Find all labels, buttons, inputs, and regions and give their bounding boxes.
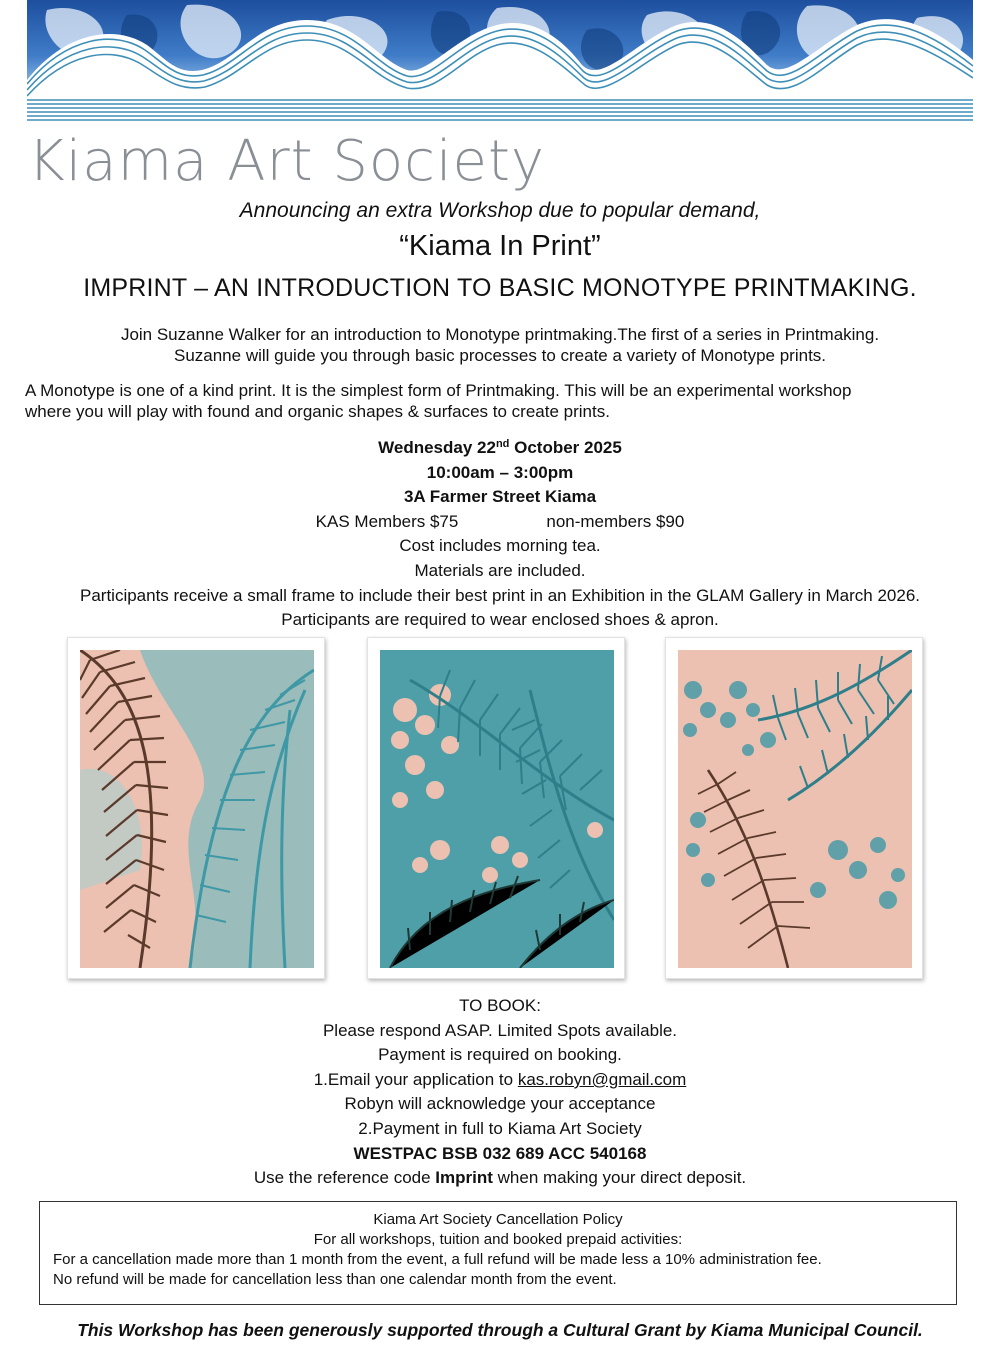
reference-code: Imprint <box>435 1168 493 1188</box>
policy-title: Kiama Art Society Cancellation Policy <box>373 1211 623 1228</box>
event-date <box>0 436 1000 461</box>
booking-step-1 <box>0 1068 1000 1093</box>
policy-scope: For all workshops, tuition and booked prepaid activities: <box>313 1231 683 1248</box>
workshop-title: “Kiama In Print” <box>399 230 601 262</box>
description-paragraph <box>25 380 985 422</box>
booking-heading: TO BOOK: <box>459 996 541 1015</box>
event-weekday: Wednesday 22 <box>378 438 496 457</box>
reference-prefix: Use the reference code <box>253 1168 436 1188</box>
booking-line-2: Payment is required on booking. <box>378 1045 622 1065</box>
morning-tea-note: Cost includes morning tea. <box>399 536 601 556</box>
event-day-suffix: nd <box>495 438 510 450</box>
monotype-print-leaves-art <box>380 650 614 968</box>
print-gallery <box>0 637 1000 980</box>
reference-suffix: when making your direct deposit. <box>492 1168 747 1188</box>
frame-exhibition-note: Participants receive a small frame to include their best print in an Exhibition in the GLAM Gallery in March 2026. <box>79 585 920 605</box>
reference-line <box>0 1166 1000 1191</box>
wave-banner-art <box>27 0 973 125</box>
print-image-1 <box>67 637 325 979</box>
booking-section <box>0 994 1000 1191</box>
policy-rule-1: For a cancellation made more than 1 month from the event, a full refund will be made less a 10% administration fee. <box>53 1251 822 1268</box>
event-location: 3A Farmer Street Kiama <box>403 487 597 507</box>
policy-rule-2: No refund will be made for cancellation less than one calendar month from the event. <box>53 1271 617 1288</box>
shoes-apron-note: Participants are required to wear enclosed shoes & apron. <box>281 610 719 630</box>
monotype-print-botanical-art <box>678 650 912 968</box>
cancellation-policy-box <box>39 1201 957 1305</box>
description-line-2: where you will play with found and organic shapes & surfaces to create prints. <box>25 402 610 421</box>
monotype-print-fern-art <box>80 650 314 968</box>
print-image-3 <box>665 637 923 979</box>
event-month-year: October 2025 <box>509 438 622 457</box>
booking-line-3: Robyn will acknowledge your acceptance <box>344 1094 656 1114</box>
booking-step-1-prefix: 1.Email your application to <box>313 1069 518 1089</box>
booking-email-link[interactable]: kas.robyn@gmail.com <box>517 1069 687 1089</box>
workshop-subtitle: IMPRINT – AN INTRODUCTION TO BASIC MONOTYPE PRINTMAKING. <box>83 274 917 302</box>
materials-note: Materials are included. <box>414 560 586 580</box>
description-line-1: A Monotype is one of a kind print. It is the simplest form of Printmaking. This will be an experimental workshop <box>25 381 852 400</box>
society-name: Kiama Art Society <box>28 129 546 194</box>
header-banner <box>27 0 973 125</box>
intro-line-2: Suzanne will guide you through basic processes to create a variety of Monotype prints. <box>173 346 827 365</box>
booking-line-1: Please respond ASAP. Limited Spots available. <box>322 1020 678 1040</box>
grant-acknowledgement: This Workshop has been generously supported through a Cultural Grant by Kiama Municipal Council. <box>77 1320 923 1340</box>
announcement-intro: Announcing an extra Workshop due to popular demand, <box>239 199 761 222</box>
booking-step-2: 2.Payment in full to Kiama Art Society <box>358 1118 642 1138</box>
member-price: KAS Members $75 <box>315 511 459 531</box>
bank-details: WESTPAC BSB 032 689 ACC 540168 <box>353 1143 647 1163</box>
event-details <box>0 436 1000 633</box>
event-time: 10:00am – 3:00pm <box>426 462 574 482</box>
intro-line-1: Join Suzanne Walker for an introduction to Monotype printmaking.The first of a series in Printmaking. <box>120 325 880 344</box>
nonmember-price: non-members $90 <box>546 511 685 531</box>
print-image-2 <box>367 637 625 979</box>
price-row <box>0 510 1000 535</box>
intro-paragraph <box>0 324 1000 366</box>
